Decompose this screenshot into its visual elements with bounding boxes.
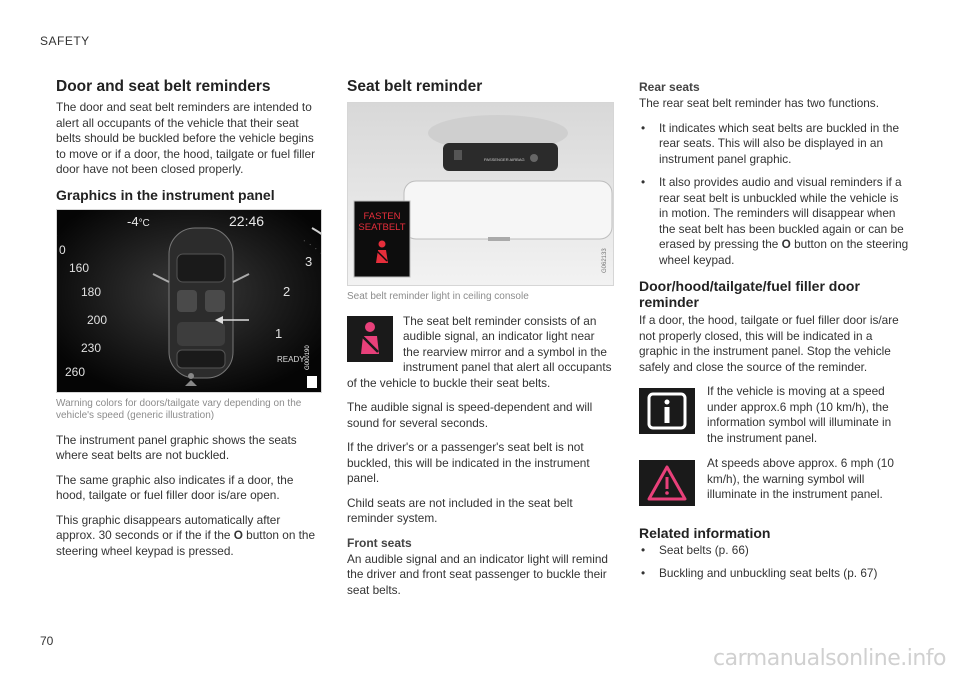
door-reminder-heading: Door/hood/tailgate/fuel filler door reminder: [639, 278, 860, 310]
paragraph-doors: The same graphic also indicates if a door, the hood, tailgate or fuel filler door is/are open.: [56, 472, 294, 502]
console-label: PASSENGER AIRBAG: [484, 157, 525, 162]
paragraph-rear-intro: The rear seat belt reminder has two functions.: [639, 96, 879, 110]
section-label: SAFETY: [40, 34, 90, 48]
fasten-label: FASTEN: [363, 211, 401, 222]
column-seatbelt-reminder: [347, 78, 614, 607]
info-symbol-icon: [639, 388, 695, 434]
paragraph-front-seats: An audible signal and an indicator light will remind the driver and front seat passenger to buckle their seat belts.: [347, 551, 608, 597]
related-link-seat-belts[interactable]: • Seat belts (p. 66): [641, 542, 749, 557]
ceiling-console-figure: [347, 102, 614, 286]
paragraph-not-buckled: If the driver's or a passenger's seat belt is not buckled, this will be indicated in the instrument panel.: [347, 440, 590, 485]
paragraph-components: The seat belt reminder consists of an audible signal, an indicator light near the rearview mirror and a symbol in the instrument panel that alert all occupants of the vehicle to buckle their seat belts.: [347, 313, 612, 390]
figure-caption: Warning colors for doors/tailgate vary depending on the vehicle's speed (generic illustration): [56, 397, 302, 421]
clock-readout: 22:46: [229, 212, 265, 229]
watermark: carmanualsonline.info: [713, 646, 946, 671]
paragraph-audible: The audible signal is speed-dependent and will sound for several seconds.: [347, 400, 593, 430]
speed-tick-200: 200: [87, 312, 108, 327]
page-title: Door and seat belt reminders: [56, 78, 271, 95]
paragraph-door-reminder: If a door, the hood, tailgate or fuel filler door is/are not properly closed, this will be indicated in a graphic in the instrument panel. Stop the vehicle safely and close the source of the reminder.: [639, 313, 899, 374]
seatbelt-intro: [347, 314, 614, 401]
paragraph-child-seats: Child seats are not included in the seat belt reminder system.: [347, 495, 573, 525]
speed-tick-180: 180: [81, 284, 102, 299]
related-link-buckling[interactable]: • Buckling and unbuckling seat belts (p. 67): [641, 566, 878, 580]
ready-indicator: READY: [277, 354, 305, 364]
rpm-tick-3: 3: [305, 253, 313, 269]
rpm-tick-1: 1: [275, 325, 283, 341]
warning-symbol-row: [639, 456, 909, 503]
ceiling-console-illustration: [348, 103, 613, 285]
figure-code: G062133: [602, 248, 608, 273]
warning-symbol-text: At speeds above approx. 6 mph (10 km/h), the warning symbol will illuminate in the instrument panel.: [707, 456, 894, 501]
speed-tick-160: 160: [69, 260, 90, 275]
paragraph-disappears: This graphic disappears automatically after approx. 30 seconds or if the if the O button on the steering wheel keypad is pressed.: [56, 512, 316, 558]
seatbelt-reminder-heading: Seat belt reminder: [347, 78, 483, 95]
seatbelt-symbol-icon: [347, 316, 393, 362]
paragraph-seats: The instrument panel graphic shows the seats where seat belts are not buckled.: [56, 432, 297, 462]
speed-tick-0: 0: [59, 242, 66, 257]
instrument-panel-illustration: [57, 210, 321, 392]
temperature-readout: -4°C: [127, 213, 150, 229]
speed-tick-260: 260: [65, 364, 86, 379]
instrument-panel-figure: [56, 209, 322, 393]
related-information-heading: Related information: [639, 524, 771, 541]
info-symbol-text: If the vehicle is moving at a speed under approx.6 mph (10 km/h), the information symbol will illuminate in the instrument panel.: [707, 384, 892, 445]
warning-triangle-icon: [639, 460, 695, 506]
front-seats-heading: Front seats: [347, 535, 412, 550]
list-item: • It indicates which seat belts are buckled in the rear seats. This will also be displayed in an instrument panel graphic.: [641, 120, 900, 166]
rpm-tick-2: 2: [283, 283, 291, 299]
column-rear-door: [639, 80, 909, 590]
figure-code: G000190: [305, 344, 311, 370]
o-button-glyph: O: [781, 237, 791, 251]
graphics-heading: Graphics in the instrument panel: [56, 186, 275, 203]
list-item: • It also provides audio and visual reminders if a rear seat belt is unbuckled while the vehicle is in motion. The reminders will disappear when the seat belt has been buckled again or can be erased by pressing the O button on the steering wheel keypad.: [641, 175, 909, 267]
column-door-seatbelt: [56, 78, 322, 568]
page-number: 70: [40, 634, 54, 648]
o-button-glyph: O: [233, 528, 243, 542]
speed-tick-230: 230: [81, 340, 102, 355]
info-symbol-row: [639, 384, 909, 446]
figure-caption: Seat belt reminder light in ceiling console: [347, 291, 529, 302]
intro-paragraph: The door and seat belt reminders are intended to alert all occupants of the vehicle that their seat belts should be buckled before the vehicle begins to move or if a door, the hood, tailgate or fuel filler door have not been closed properly.: [56, 100, 316, 176]
seatbelt-label: SEATBELT: [358, 222, 406, 233]
rear-seats-heading: Rear seats: [639, 80, 700, 94]
